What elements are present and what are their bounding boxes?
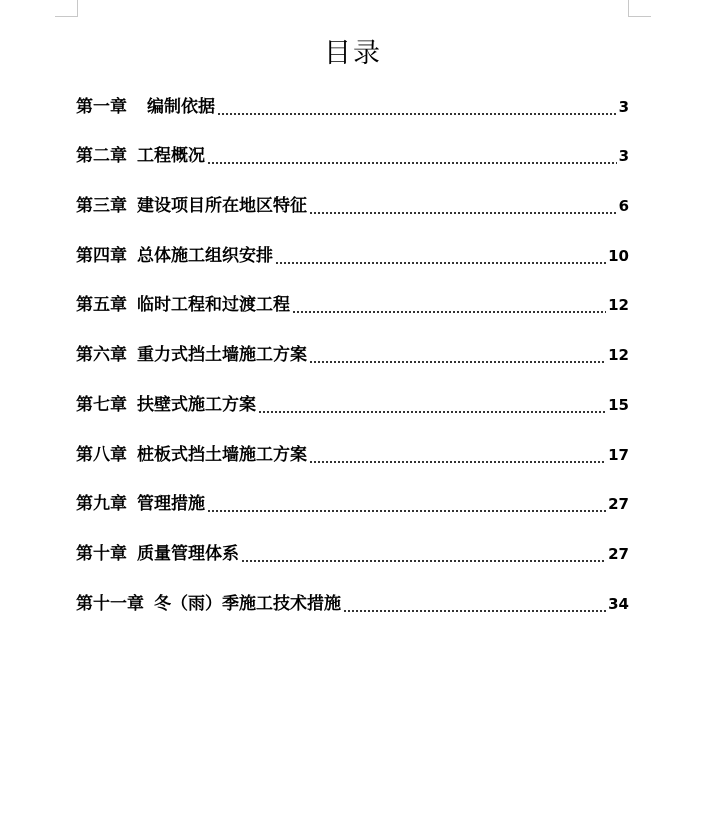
toc-entry[interactable] bbox=[76, 270, 629, 320]
toc-dot-leader bbox=[292, 291, 606, 319]
toc-chapter-number: 第十一章 bbox=[76, 593, 144, 614]
page-corner-mark-top-right bbox=[628, 0, 651, 17]
toc-entry[interactable] bbox=[76, 419, 629, 469]
toc-dot-leader bbox=[309, 192, 617, 220]
toc-dot-leader bbox=[217, 93, 617, 121]
toc-dot-leader bbox=[241, 540, 606, 568]
toc-dot-leader bbox=[343, 590, 606, 618]
toc-dot-leader bbox=[309, 341, 606, 369]
toc-heading: 工程概况 bbox=[137, 146, 205, 167]
toc-chapter-number: 第一章 bbox=[76, 96, 127, 117]
toc-dot-leader bbox=[309, 441, 606, 469]
toc-heading: 总体施工组织安排 bbox=[137, 245, 273, 266]
toc-dot-leader bbox=[207, 142, 617, 170]
toc-page-number: 12 bbox=[608, 346, 629, 365]
toc-entry[interactable] bbox=[76, 568, 629, 618]
toc-entry[interactable] bbox=[76, 319, 629, 369]
toc-heading: 建设项目所在地区特征 bbox=[137, 196, 307, 217]
toc-chapter-number: 第九章 bbox=[76, 494, 127, 515]
toc-chapter-number: 第二章 bbox=[76, 146, 127, 167]
toc-heading: 管理措施 bbox=[137, 494, 205, 515]
toc-list bbox=[76, 71, 629, 618]
toc-page-number: 17 bbox=[608, 445, 629, 464]
toc-page-number: 15 bbox=[608, 395, 629, 414]
toc-page-number: 34 bbox=[608, 594, 629, 613]
toc-entry[interactable] bbox=[76, 518, 629, 568]
toc-chapter-number: 第八章 bbox=[76, 444, 127, 465]
toc-entry[interactable] bbox=[76, 71, 629, 121]
toc-page-number: 3 bbox=[618, 97, 629, 116]
toc-page-number: 27 bbox=[608, 495, 629, 514]
toc-heading: 质量管理体系 bbox=[137, 543, 239, 564]
toc-page-number: 6 bbox=[618, 197, 629, 216]
toc-heading: 桩板式挡土墙施工方案 bbox=[137, 444, 307, 465]
toc-page-number: 10 bbox=[608, 246, 629, 265]
toc-chapter-number: 第七章 bbox=[76, 394, 127, 415]
toc-entry[interactable] bbox=[76, 121, 629, 171]
toc-dot-leader bbox=[258, 391, 606, 419]
toc-page-number: 27 bbox=[608, 544, 629, 563]
toc-chapter-number: 第三章 bbox=[76, 196, 127, 217]
toc-heading: 临时工程和过渡工程 bbox=[137, 295, 290, 316]
toc-heading: 冬（雨）季施工技术措施 bbox=[154, 593, 341, 614]
toc-chapter-number: 第十章 bbox=[76, 543, 127, 564]
toc-entry[interactable] bbox=[76, 170, 629, 220]
page-corner-mark-top-left bbox=[55, 0, 78, 17]
toc-heading: 编制依据 bbox=[147, 96, 215, 117]
toc-entry[interactable] bbox=[76, 220, 629, 270]
toc-page-number: 3 bbox=[618, 147, 629, 166]
toc-dot-leader bbox=[275, 242, 606, 270]
toc-dot-leader bbox=[207, 490, 606, 518]
toc-page-number: 12 bbox=[608, 296, 629, 315]
toc-entry[interactable] bbox=[76, 469, 629, 519]
toc-chapter-number: 第五章 bbox=[76, 295, 127, 316]
toc-title: 目录 bbox=[324, 38, 382, 70]
toc-heading: 重力式挡土墙施工方案 bbox=[137, 345, 307, 366]
toc-chapter-number: 第四章 bbox=[76, 245, 127, 266]
toc-chapter-number: 第六章 bbox=[76, 345, 127, 366]
toc-entry[interactable] bbox=[76, 369, 629, 419]
toc-heading: 扶壁式施工方案 bbox=[137, 394, 256, 415]
